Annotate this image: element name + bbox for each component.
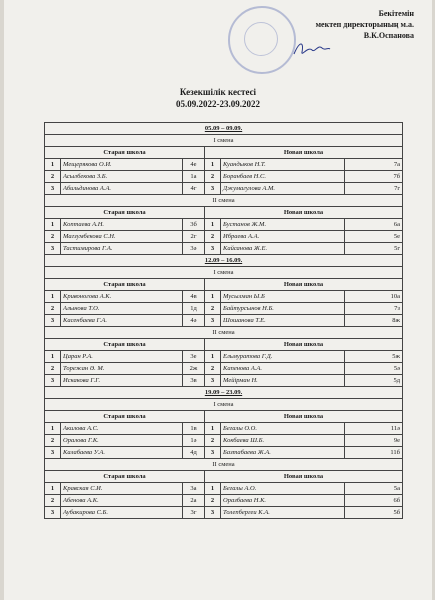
old-row-number: 1 xyxy=(45,351,61,363)
old-class: 3в xyxy=(183,375,205,387)
new-school-header: Новая школа xyxy=(205,279,403,291)
new-class: 5ә xyxy=(345,363,403,375)
old-teacher-name: Асылбекова З.Б. xyxy=(61,171,183,183)
old-row-number: 2 xyxy=(45,435,61,447)
new-row-number: 1 xyxy=(205,351,221,363)
old-class: 3г xyxy=(183,507,205,519)
new-row-number: 1 xyxy=(205,291,221,303)
approval-line-2: мектеп директорының м.а. xyxy=(315,20,414,29)
duty-row xyxy=(45,375,403,387)
new-row-number: 2 xyxy=(205,171,221,183)
approval-line-3: В.К.Оспанова xyxy=(363,31,414,40)
new-teacher-name: Шошанова Т.Е. xyxy=(221,315,345,327)
new-teacher-name: Базтабаева Ж.А. xyxy=(221,447,345,459)
approval-block xyxy=(316,8,414,41)
old-class: 2ж xyxy=(183,363,205,375)
duty-row xyxy=(45,495,403,507)
school-header-row xyxy=(45,411,403,423)
old-school-header: Старая школа xyxy=(45,207,205,219)
old-class: 3а xyxy=(183,483,205,495)
new-class: 7а xyxy=(345,159,403,171)
old-teacher-name: Кравская С.И. xyxy=(61,483,183,495)
duty-row xyxy=(45,171,403,183)
new-row-number: 2 xyxy=(205,231,221,243)
school-header-row xyxy=(45,471,403,483)
new-teacher-name: Куандыков Н.Т. xyxy=(221,159,345,171)
new-class: 11ә xyxy=(345,423,403,435)
approval-line-1: Бекітемін xyxy=(378,9,414,18)
old-teacher-name: Царан Р.А. xyxy=(61,351,183,363)
new-row-number: 2 xyxy=(205,495,221,507)
old-teacher-name: Калабаева У.А. xyxy=(61,447,183,459)
new-row-number: 1 xyxy=(205,483,221,495)
new-row-number: 3 xyxy=(205,507,221,519)
duty-row xyxy=(45,243,403,255)
new-teacher-name: Ибраева А.А. xyxy=(221,231,345,243)
new-class: 5а xyxy=(345,483,403,495)
new-row-number: 2 xyxy=(205,363,221,375)
old-school-header: Старая школа xyxy=(45,147,205,159)
new-teacher-name: Мусылман Ы.Б xyxy=(221,291,345,303)
new-row-number: 3 xyxy=(205,315,221,327)
new-class: 5д xyxy=(345,375,403,387)
new-teacher-name: Боранбаев Н.С. xyxy=(221,171,345,183)
new-school-header: Новая школа xyxy=(205,207,403,219)
duty-row xyxy=(45,231,403,243)
old-row-number: 1 xyxy=(45,291,61,303)
new-class: 10а xyxy=(345,291,403,303)
new-row-number: 2 xyxy=(205,303,221,315)
new-row-number: 3 xyxy=(205,183,221,195)
old-class: 2а xyxy=(183,495,205,507)
shift-row xyxy=(45,459,403,471)
old-class: 4в xyxy=(183,291,205,303)
old-class: 1в xyxy=(183,423,205,435)
shift-label: I смена xyxy=(45,135,403,147)
new-class: 5б xyxy=(345,507,403,519)
duty-row xyxy=(45,291,403,303)
new-class: 5е xyxy=(345,231,403,243)
period-label: 12.09 – 16.09. xyxy=(45,255,403,267)
new-class: 5ж xyxy=(345,351,403,363)
new-class: 7з xyxy=(345,303,403,315)
old-class: 3б xyxy=(183,219,205,231)
document-page xyxy=(4,0,432,600)
old-row-number: 2 xyxy=(45,495,61,507)
period-row xyxy=(45,255,403,267)
old-teacher-name: Аубакирова С.Б. xyxy=(61,507,183,519)
old-class: 4е xyxy=(183,159,205,171)
old-row-number: 3 xyxy=(45,315,61,327)
period-label: 05.09 – 09.09. xyxy=(45,123,403,135)
new-row-number: 1 xyxy=(205,423,221,435)
shift-row xyxy=(45,399,403,411)
old-class: 3е xyxy=(183,351,205,363)
new-class: 9е xyxy=(345,435,403,447)
old-teacher-name: Тастимирова Г.А. xyxy=(61,243,183,255)
new-school-header: Новая школа xyxy=(205,411,403,423)
new-teacher-name: Мейірман Н. xyxy=(221,375,345,387)
old-school-header: Старая школа xyxy=(45,471,205,483)
old-row-number: 3 xyxy=(45,507,61,519)
old-class: 4д xyxy=(183,447,205,459)
old-school-header: Старая школа xyxy=(45,279,205,291)
duty-row xyxy=(45,483,403,495)
new-row-number: 2 xyxy=(205,435,221,447)
new-row-number: 1 xyxy=(205,159,221,171)
duty-row xyxy=(45,315,403,327)
old-row-number: 1 xyxy=(45,159,61,171)
new-teacher-name: Капенова А.А. xyxy=(221,363,345,375)
old-school-header: Старая школа xyxy=(45,339,205,351)
duty-row xyxy=(45,507,403,519)
new-school-header: Новая школа xyxy=(205,147,403,159)
new-teacher-name: Бегалы О.О. xyxy=(221,423,345,435)
old-teacher-name: Кривоногова А.К. xyxy=(61,291,183,303)
new-teacher-name: Бустанов Ж.М. xyxy=(221,219,345,231)
old-row-number: 3 xyxy=(45,375,61,387)
school-header-row xyxy=(45,147,403,159)
new-teacher-name: Джумагулова А.М. xyxy=(221,183,345,195)
old-row-number: 3 xyxy=(45,243,61,255)
old-class: 2г xyxy=(183,231,205,243)
new-teacher-name: Оразбаева Н.К. xyxy=(221,495,345,507)
duty-row xyxy=(45,363,403,375)
new-teacher-name: Кокбаева Ш.Б. xyxy=(221,435,345,447)
old-row-number: 2 xyxy=(45,303,61,315)
shift-row xyxy=(45,195,403,207)
old-teacher-name: Касенбаева Г.А. xyxy=(61,315,183,327)
new-class: 8ж xyxy=(345,315,403,327)
new-teacher-name: Байтурсынов Н.Б. xyxy=(221,303,345,315)
old-row-number: 2 xyxy=(45,363,61,375)
shift-row xyxy=(45,267,403,279)
duty-row xyxy=(45,447,403,459)
old-teacher-name: Магзумбекова С.Н. xyxy=(61,231,183,243)
old-row-number: 2 xyxy=(45,171,61,183)
old-row-number: 1 xyxy=(45,423,61,435)
old-teacher-name: Искакова Г.Г. xyxy=(61,375,183,387)
shift-label: I смена xyxy=(45,267,403,279)
old-teacher-name: Акилова А.С. xyxy=(61,423,183,435)
old-teacher-name: Абильдинова А.А. xyxy=(61,183,183,195)
old-row-number: 2 xyxy=(45,231,61,243)
new-row-number: 1 xyxy=(205,219,221,231)
new-class: 5г xyxy=(345,243,403,255)
old-class: 4г xyxy=(183,183,205,195)
shift-label: II смена xyxy=(45,327,403,339)
new-teacher-name: Кайсанова Ж.Е. xyxy=(221,243,345,255)
document-title xyxy=(4,86,432,110)
new-teacher-name: Толепбергеи К.А. xyxy=(221,507,345,519)
new-class: 7г xyxy=(345,183,403,195)
shift-label: II смена xyxy=(45,195,403,207)
old-teacher-name: Мещерякова О.И. xyxy=(61,159,183,171)
old-row-number: 1 xyxy=(45,219,61,231)
shift-label: I смена xyxy=(45,399,403,411)
duty-row xyxy=(45,423,403,435)
old-class: 1д xyxy=(183,303,205,315)
shift-label: II смена xyxy=(45,459,403,471)
old-school-header: Старая школа xyxy=(45,411,205,423)
new-school-header: Новая школа xyxy=(205,471,403,483)
new-class: 6а xyxy=(345,219,403,231)
new-class: 7б xyxy=(345,171,403,183)
old-class: 1а xyxy=(183,171,205,183)
duty-row xyxy=(45,351,403,363)
duty-row xyxy=(45,303,403,315)
old-teacher-name: Алынова Т.О. xyxy=(61,303,183,315)
old-row-number: 1 xyxy=(45,483,61,495)
new-class: 11б xyxy=(345,447,403,459)
period-label: 19.09 – 23.09. xyxy=(45,387,403,399)
signature xyxy=(292,38,332,60)
shift-row xyxy=(45,327,403,339)
old-class: 4ә xyxy=(183,315,205,327)
old-teacher-name: Торежан Ә. М. xyxy=(61,363,183,375)
new-teacher-name: Ельмуратова Г.Д. xyxy=(221,351,345,363)
duty-row xyxy=(45,219,403,231)
new-teacher-name: Бегалы А.О. xyxy=(221,483,345,495)
duty-schedule-table xyxy=(44,122,403,519)
period-row xyxy=(45,387,403,399)
period-row xyxy=(45,123,403,135)
new-row-number: 3 xyxy=(205,375,221,387)
school-header-row xyxy=(45,279,403,291)
new-row-number: 3 xyxy=(205,447,221,459)
old-teacher-name: Абенова А.К. xyxy=(61,495,183,507)
school-header-row xyxy=(45,339,403,351)
duty-row xyxy=(45,183,403,195)
school-header-row xyxy=(45,207,403,219)
new-class: 6б xyxy=(345,495,403,507)
duty-row xyxy=(45,435,403,447)
old-teacher-name: Коптаева А.Н. xyxy=(61,219,183,231)
old-class: 3ә xyxy=(183,243,205,255)
old-class: 1ә xyxy=(183,435,205,447)
duty-row xyxy=(45,159,403,171)
title-line-2: 05.09.2022-23.09.2022 xyxy=(176,99,260,109)
stamp-emblem xyxy=(244,22,278,56)
title-line-1: Кезекшілік кестесі xyxy=(179,87,257,97)
new-school-header: Новая школа xyxy=(205,339,403,351)
old-row-number: 3 xyxy=(45,183,61,195)
shift-row xyxy=(45,135,403,147)
new-row-number: 3 xyxy=(205,243,221,255)
old-teacher-name: Оралова Г.К. xyxy=(61,435,183,447)
old-row-number: 3 xyxy=(45,447,61,459)
